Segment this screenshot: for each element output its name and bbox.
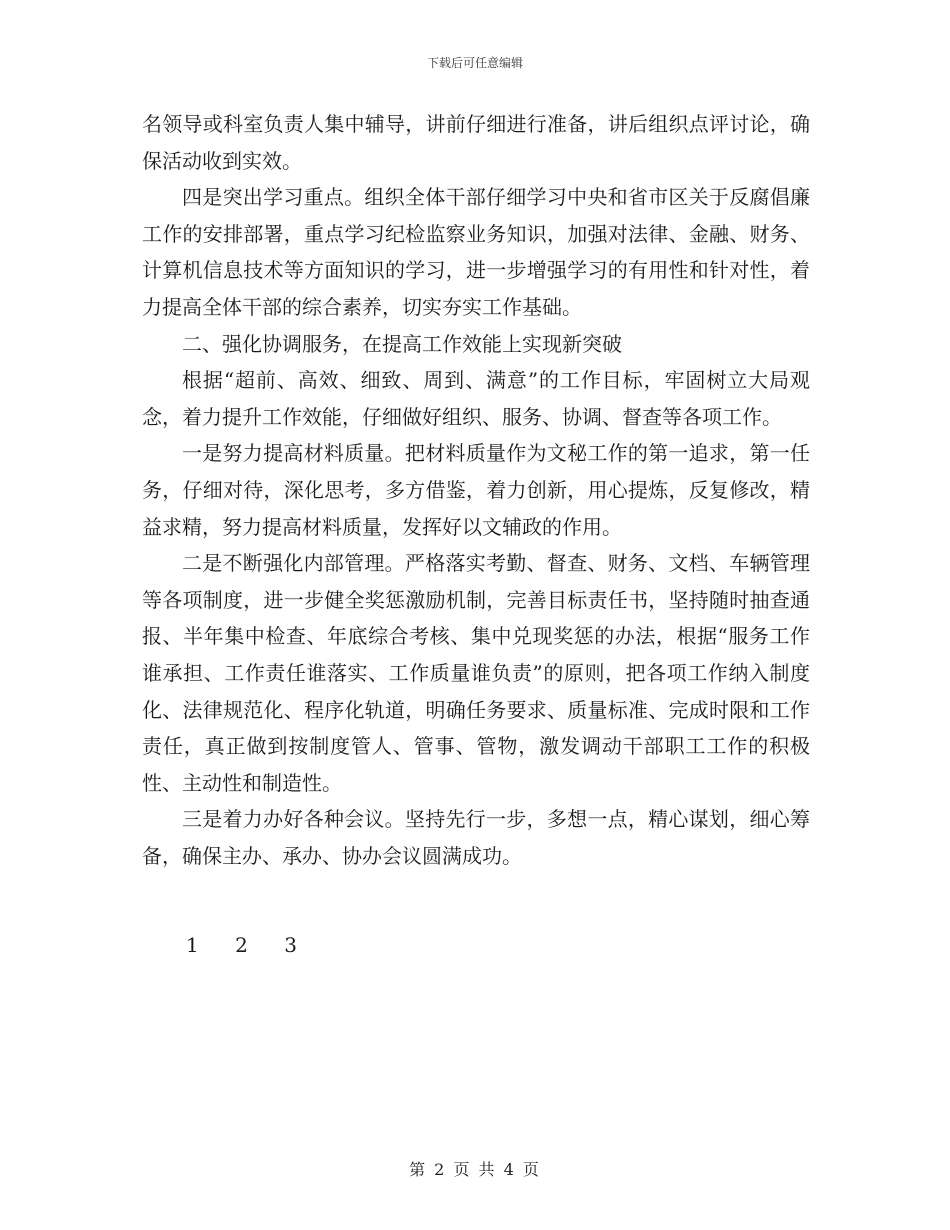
page-link-1[interactable]: 1 (186, 933, 199, 957)
section-heading: 二、强化协调服务，在提高工作效能上实现新突破 (182, 331, 622, 356)
paragraph-4: 一是努力提高材料质量。把材料质量作为文秘工作的第一追求，第一任务，仔细对待，深化思考，多方借鉴，着力创新，用心提炼，反复修改，精益求精，努力提高材料质量，发挥好以文辅政的作用。 (142, 441, 810, 539)
paragraph-3: 根据“超前、高效、细致、周到、满意”的工作目标，牢固树立大局观念，着力提升工作效能，仔细做好组织、服务、协调、督查等各项工作。 (142, 368, 810, 429)
paragraph-6: 三是着力办好各种会议。坚持先行一步，多想一点，精心谋划，细心筹备，确保主办、承办、协办会议圆满成功。 (142, 807, 810, 868)
document-body (142, 106, 810, 874)
page-link-2[interactable]: 2 (235, 933, 248, 957)
paragraph-1: 名领导或科室负责人集中辅导，讲前仔细进行准备，讲后组织点评讨论，确保活动收到实效。 (142, 112, 810, 173)
page-footer: 第 2 页 共 4 页 (409, 1160, 541, 1179)
page-number-links (186, 930, 327, 960)
paragraph-5: 二是不断强化内部管理。严格落实考勤、督查、财务、文档、车辆管理等各项制度，进一步健全奖惩激励机制，完善目标责任书，坚持随时抽查通报、半年集中检查、年底综合考核、集中兑现奖惩的办法，根据“服务工作谁承担、工作责任谁落实、工作质量谁负责”的原则，把各项工作纳入制度化、法律规范化、程序化轨道，明确任务要求、质量标准、完成时限和工作责任，真正做到按制度管人、管事、管物，激发调动干部职工工作的积极性、主动性和制造性。 (142, 551, 810, 795)
page-header: 下载后可任意编辑 (426, 56, 523, 70)
page-link-3[interactable]: 3 (284, 933, 297, 957)
paragraph-2: 四是突出学习重点。组织全体干部仔细学习中央和省市区关于反腐倡廉工作的安排部署，重点学习纪检监察业务知识，加强对法律、金融、财务、计算机信息技术等方面知识的学习，进一步增强学习的有用性和针对性，着力提高全体干部的综合素养，切实夯实工作基础。 (142, 185, 810, 319)
